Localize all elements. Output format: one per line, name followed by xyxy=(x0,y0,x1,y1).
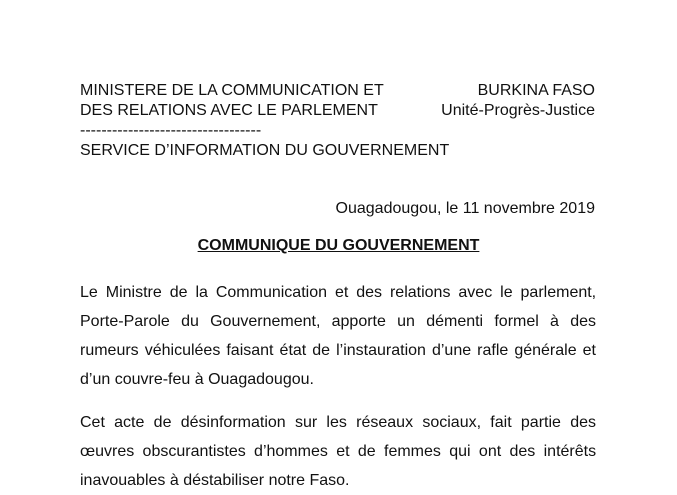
paragraph-2-line-2: œuvres obscurantistes d’hommes et de femmes qui ont des intérêts xyxy=(80,443,597,460)
service-name: SERVICE D’INFORMATION DU GOUVERNEMENT xyxy=(80,142,450,159)
paragraph-1 xyxy=(80,278,596,394)
paragraph-2-line-1: Cet acte de désinformation sur les réseaux sociaux, fait partie des xyxy=(80,414,596,431)
paragraph-1-line-2: Porte-Parole du Gouvernement, apporte un démenti formel à des xyxy=(80,313,596,330)
date-line: Ouagadougou, le 11 novembre 2019 xyxy=(335,200,595,217)
country-name: BURKINA FASO xyxy=(477,82,595,99)
paragraph-1-line-4: d’un couvre-feu à Ouagadougou. xyxy=(80,371,314,388)
country-motto: Unité-Progrès-Justice xyxy=(441,102,595,119)
ministry-name-line-2: DES RELATIONS AVEC LE PARLEMENT xyxy=(80,102,378,119)
paragraph-2 xyxy=(80,408,596,495)
header-separator: ---------------------------------- xyxy=(80,122,262,139)
paragraph-1-line-3: rumeurs véhiculées faisant état de l’instauration d’une rafle générale et xyxy=(80,342,596,359)
paragraph-1-line-1: Le Ministre de la Communication et des relations avec le parlement, xyxy=(80,284,597,301)
communique-title: COMMUNIQUE DU GOUVERNEMENT xyxy=(197,237,480,254)
ministry-name-line-1: MINISTERE DE LA COMMUNICATION ET xyxy=(80,82,384,99)
paragraph-2-line-3: inavouables à déstabiliser notre Faso. xyxy=(80,472,350,489)
